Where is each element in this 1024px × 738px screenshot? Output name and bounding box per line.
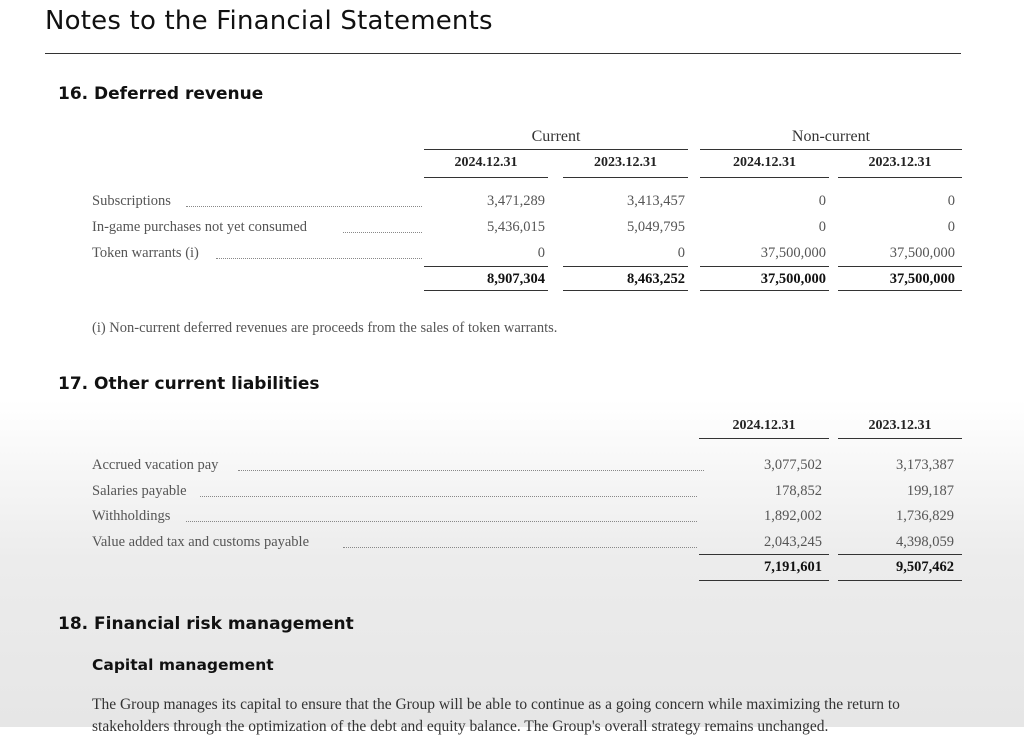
cell-value: 0 [947, 219, 955, 235]
footnote: (i) Non-current deferred revenues are proceeds from the sales of token warrants. [92, 320, 558, 336]
col-rule [699, 438, 829, 439]
row-label-salaries-payable: Salaries payable [92, 483, 187, 499]
cell-value: 37,500,000 [889, 245, 955, 261]
section-18-heading: 18. Financial risk management [58, 614, 354, 634]
cell-value: 3,173,387 [896, 457, 954, 473]
cell-value: 3,471,289 [487, 193, 545, 209]
cell-value: 5,436,015 [487, 219, 545, 235]
section-17-heading: 17. Other current liabilities [58, 374, 320, 394]
cell-value: 2,043,245 [764, 534, 822, 550]
total-value: 37,500,000 [889, 271, 955, 287]
cell-value: 1,892,002 [764, 508, 822, 524]
col-header-noncurrent-2023: 2023.12.31 [868, 155, 932, 170]
paragraph-line-1: The Group manages its capital to ensure that the Group will be able to continue as a going concern while maximizing the return to [92, 696, 900, 713]
total-rule [699, 580, 829, 581]
group-header-noncurrent: Non-current [791, 128, 871, 145]
group-rule-current [424, 149, 688, 150]
cell-value: 0 [818, 193, 826, 209]
total-value: 37,500,000 [760, 271, 826, 287]
subtotal-rule [838, 266, 962, 267]
cell-value: 4,398,059 [896, 534, 954, 550]
page-title: Notes to the Financial Statements [45, 6, 493, 36]
row-label-withholdings: Withholdings [92, 508, 171, 524]
section-16-heading: 16. Deferred revenue [58, 84, 264, 104]
col-rule [838, 177, 962, 178]
total-value: 8,907,304 [487, 271, 545, 287]
group-rule-noncurrent [700, 149, 962, 150]
leader-dots [343, 547, 697, 548]
cell-value: 5,049,795 [627, 219, 685, 235]
leader-dots [186, 521, 697, 522]
leader-dots [238, 470, 704, 471]
cell-value: 3,077,502 [764, 457, 822, 473]
col-rule [563, 177, 688, 178]
total-value: 7,191,601 [764, 559, 822, 575]
row-label-token-warrants: Token warrants (i) [92, 245, 199, 261]
subsection-heading: Capital management [92, 656, 274, 674]
total-value: 8,463,252 [627, 271, 685, 287]
col-rule [424, 177, 548, 178]
row-label-subscriptions: Subscriptions [92, 193, 171, 209]
subtotal-rule [424, 266, 548, 267]
row-label-in-game-purchases: In-game purchases not yet consumed [92, 219, 308, 235]
subtotal-rule [563, 266, 688, 267]
total-rule [424, 290, 548, 291]
cell-value: 3,413,457 [627, 193, 685, 209]
leader-dots [343, 232, 422, 233]
cell-value: 1,736,829 [896, 508, 954, 524]
cell-value: 0 [677, 245, 685, 261]
col-header-2024: 2024.12.31 [732, 418, 796, 433]
leader-dots [186, 206, 422, 207]
col-rule [700, 177, 829, 178]
cell-value: 0 [818, 219, 826, 235]
total-rule [838, 290, 962, 291]
total-rule [700, 290, 829, 291]
cell-value: 199,187 [906, 483, 954, 499]
col-header-noncurrent-2024: 2024.12.31 [733, 155, 796, 170]
cell-value: 0 [537, 245, 545, 261]
total-rule [838, 580, 962, 581]
cell-value: 37,500,000 [760, 245, 826, 261]
leader-dots [216, 258, 422, 259]
group-header-current: Current [531, 128, 581, 145]
paragraph-line-2: stakeholders through the optimization of the debt and equity balance. The Group's overall strategy remains unchanged. [92, 718, 829, 735]
title-divider [45, 53, 961, 54]
col-header-2023: 2023.12.31 [868, 418, 932, 433]
col-rule [838, 438, 962, 439]
subtotal-rule [700, 266, 829, 267]
total-rule [563, 290, 688, 291]
total-value: 9,507,462 [896, 559, 954, 575]
cell-value: 0 [947, 193, 955, 209]
row-label-accrued-vacation-pay: Accrued vacation pay [92, 457, 219, 473]
row-label-vat-customs: Value added tax and customs payable [92, 534, 310, 550]
leader-dots [200, 496, 697, 497]
cell-value: 178,852 [774, 483, 822, 499]
col-header-current-2024: 2024.12.31 [454, 155, 518, 170]
subtotal-rule [838, 554, 962, 555]
subtotal-rule [699, 554, 829, 555]
col-header-current-2023: 2023.12.31 [594, 155, 657, 170]
